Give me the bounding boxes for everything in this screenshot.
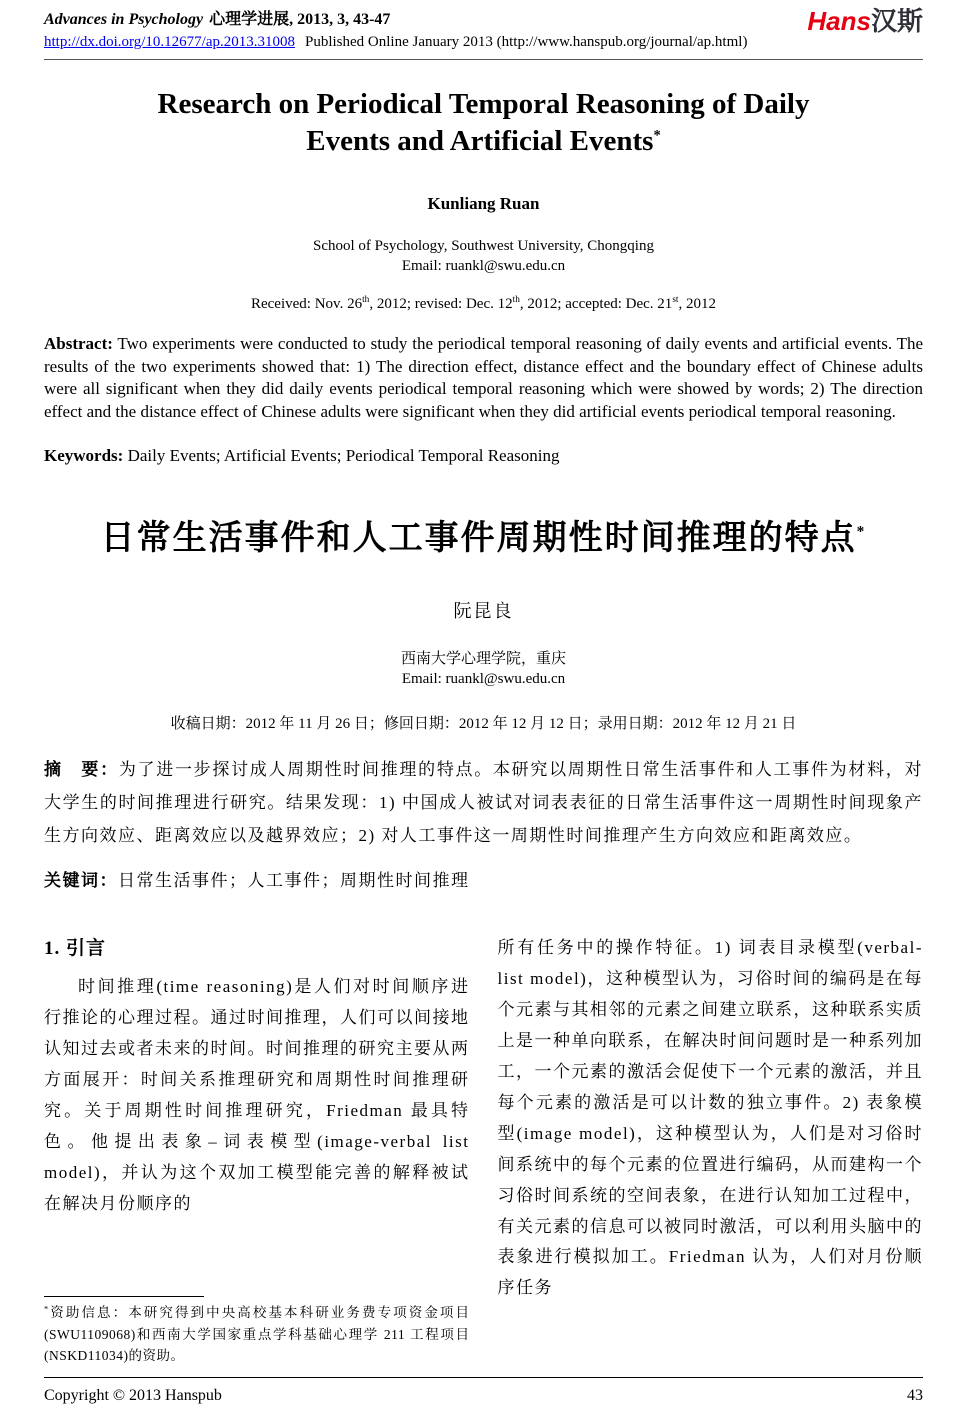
footnote-text — [44, 1302, 470, 1367]
published-online-text: Published Online January 2013 (http://www.hanspub.org/journal/ap.html) — [304, 34, 748, 50]
received-ordinal: th — [362, 295, 370, 306]
abstract-cn-label: 摘 要： — [44, 759, 119, 779]
paper-title-en — [44, 86, 923, 160]
footnote-mark: * — [44, 1304, 49, 1314]
keywords-en-label: Keywords: — [44, 445, 124, 465]
doi-link[interactable]: http://dx.doi.org/10.12677/ap.2013.31008 — [44, 34, 295, 50]
abstract-en-label: Abstract: — [44, 334, 113, 354]
copyright-text: Copyright © 2013 Hanspub — [44, 1387, 222, 1404]
received-dates-line — [44, 295, 923, 313]
abstract-cn-body: 为了进一步探讨成人周期性时间推理的特点。本研究以周期性日常生活事件和人工事件为材料，对大学生的时间推理进行研究。结果发现：1) 中国成人被试对词表表征的日常生活事件这一周期性时间现象产生方向效应、距离效应以及越界效应；2) 对人工事件这一周期性时间推理产生方向效应和距离效应。 — [44, 759, 924, 845]
received-part: , 2012 — [678, 296, 717, 313]
affiliation-cn: 西南大学心理学院，重庆 — [400, 650, 566, 667]
keywords-en-body: Daily Events; Artificial Events; Periodical Temporal Reasoning — [123, 445, 560, 465]
affiliation-en: School of Psychology, Southwest University, Chongqing — [313, 238, 654, 255]
keywords-cn-label: 关键词： — [44, 871, 118, 891]
received-ordinal: th — [512, 295, 520, 306]
paper-title-en-line1: Research on Periodical Temporal Reasoning of Daily — [157, 88, 810, 120]
right-column — [498, 933, 924, 1367]
abstract-cn — [44, 753, 923, 852]
author-name-en: Kunliang Ruan — [427, 194, 540, 214]
title-footnote-mark: * — [653, 127, 661, 144]
journal-title-line — [44, 6, 747, 29]
keywords-cn — [44, 866, 923, 891]
journal-issue-info: 心理学进展, 2013, 3, 43-47 — [209, 11, 391, 28]
paper-title-cn — [44, 510, 923, 559]
page-number: 43 — [907, 1387, 923, 1404]
keywords-en — [44, 446, 923, 466]
page-footer — [44, 1377, 923, 1405]
section-1-paragraph-right: 所有任务中的操作特征。1) 词表目录模型(verbal-list model)，这种模型认为，习俗时间的编码是在每个元素与其相邻的元素之间建立联系，这种联系实质上是一种单向联系，在解决时间问题时是一种系列加工，一个元素的激活会促使下一个元素的激活，并且每个元素的激活是可以计数的独立事件。2) 表象模型(image model)，这种模型认为，人们是对习俗时间系统中的每个元素的位置进行编码，从而建构一个习俗时间系统的空间表象，在进行认知加工过程中，有关元素的信息可以被同时激活，可以利用头脑中的表象进行模拟加工。Friedman 认为，人们对月份顺序任务 — [497, 938, 923, 1298]
author-email-cn: Email: ruankl@swu.edu.cn — [401, 670, 566, 687]
received-part: , 2012; accepted: Dec. 21 — [519, 296, 673, 313]
received-dates-line-cn: 收稿日期：2012 年 11 月 26 日；修回日期：2012 年 12 月 12 日；录用日期：2012 年 12 月 21 日 — [170, 715, 797, 732]
received-part: Received: Nov. 26 — [250, 296, 363, 313]
received-ordinal: st — [672, 295, 679, 306]
keywords-cn-body: 日常生活事件；人工事件；周期性时间推理 — [118, 871, 470, 891]
two-column-body — [44, 933, 923, 1367]
abstract-en — [44, 333, 923, 423]
author-email-en: Email: ruankl@swu.edu.cn — [401, 258, 566, 275]
journal-name: Advances in Psychology — [44, 11, 204, 28]
author-name-cn: 阮昆良 — [453, 600, 514, 621]
section-1-heading: 1. 引言 — [44, 938, 107, 960]
paper-title-cn-text: 日常生活事件和人工事件周期性时间推理的特点 — [100, 519, 857, 557]
section-1-paragraph-left: 时间推理(time reasoning)是人们对时间顺序进行推论的心理过程。通过时间推理，人们可以间接地认知过去或者未来的时间。时间推理的研究主要从两方面展开：时间关系推理研究和周期性时间推理研究。关于周期性时间推理研究，Friedman 最具特色。他提出表象–词表模型(image-verbal list model)，并认为这个双加工模型能完善的解释被试在解决月份顺序的 — [44, 977, 470, 1213]
funding-footnote — [44, 1292, 470, 1367]
footnote-body: 资助信息：本研究得到中央高校基本科研业务费专项资金项目(SWU1109068)和西南大学国家重点学科基础心理学 211 工程项目(NSKD11034)的资助。 — [44, 1305, 470, 1364]
title-cn-footnote-mark: * — [856, 523, 867, 541]
abstract-en-body: Two experiments were conducted to study the periodical temporal reasoning of daily events and artificial events. The results of the two experiments showed that: 1) The direction effect, distance effect and the boundary effect of Chinese adults were all significant when they did daily events periodical temporal reasoning which were showed by words; 2) The direction effect and the distance effect of Chinese adults were significant when they did artificial events periodical temporal reasoning. — [44, 334, 923, 422]
journal-info — [44, 6, 747, 51]
paper-title-en-line2: Events and Artificial Events — [306, 125, 654, 158]
footnote-divider — [44, 1296, 204, 1297]
doi-line — [44, 34, 747, 51]
logo-hans-text: Hans — [807, 6, 871, 36]
hanspub-logo — [807, 8, 923, 34]
left-column — [44, 933, 470, 1367]
logo-hanzi-text: 汉斯 — [870, 6, 923, 36]
received-part: , 2012; revised: Dec. 12 — [369, 296, 513, 313]
journal-header — [44, 6, 923, 60]
